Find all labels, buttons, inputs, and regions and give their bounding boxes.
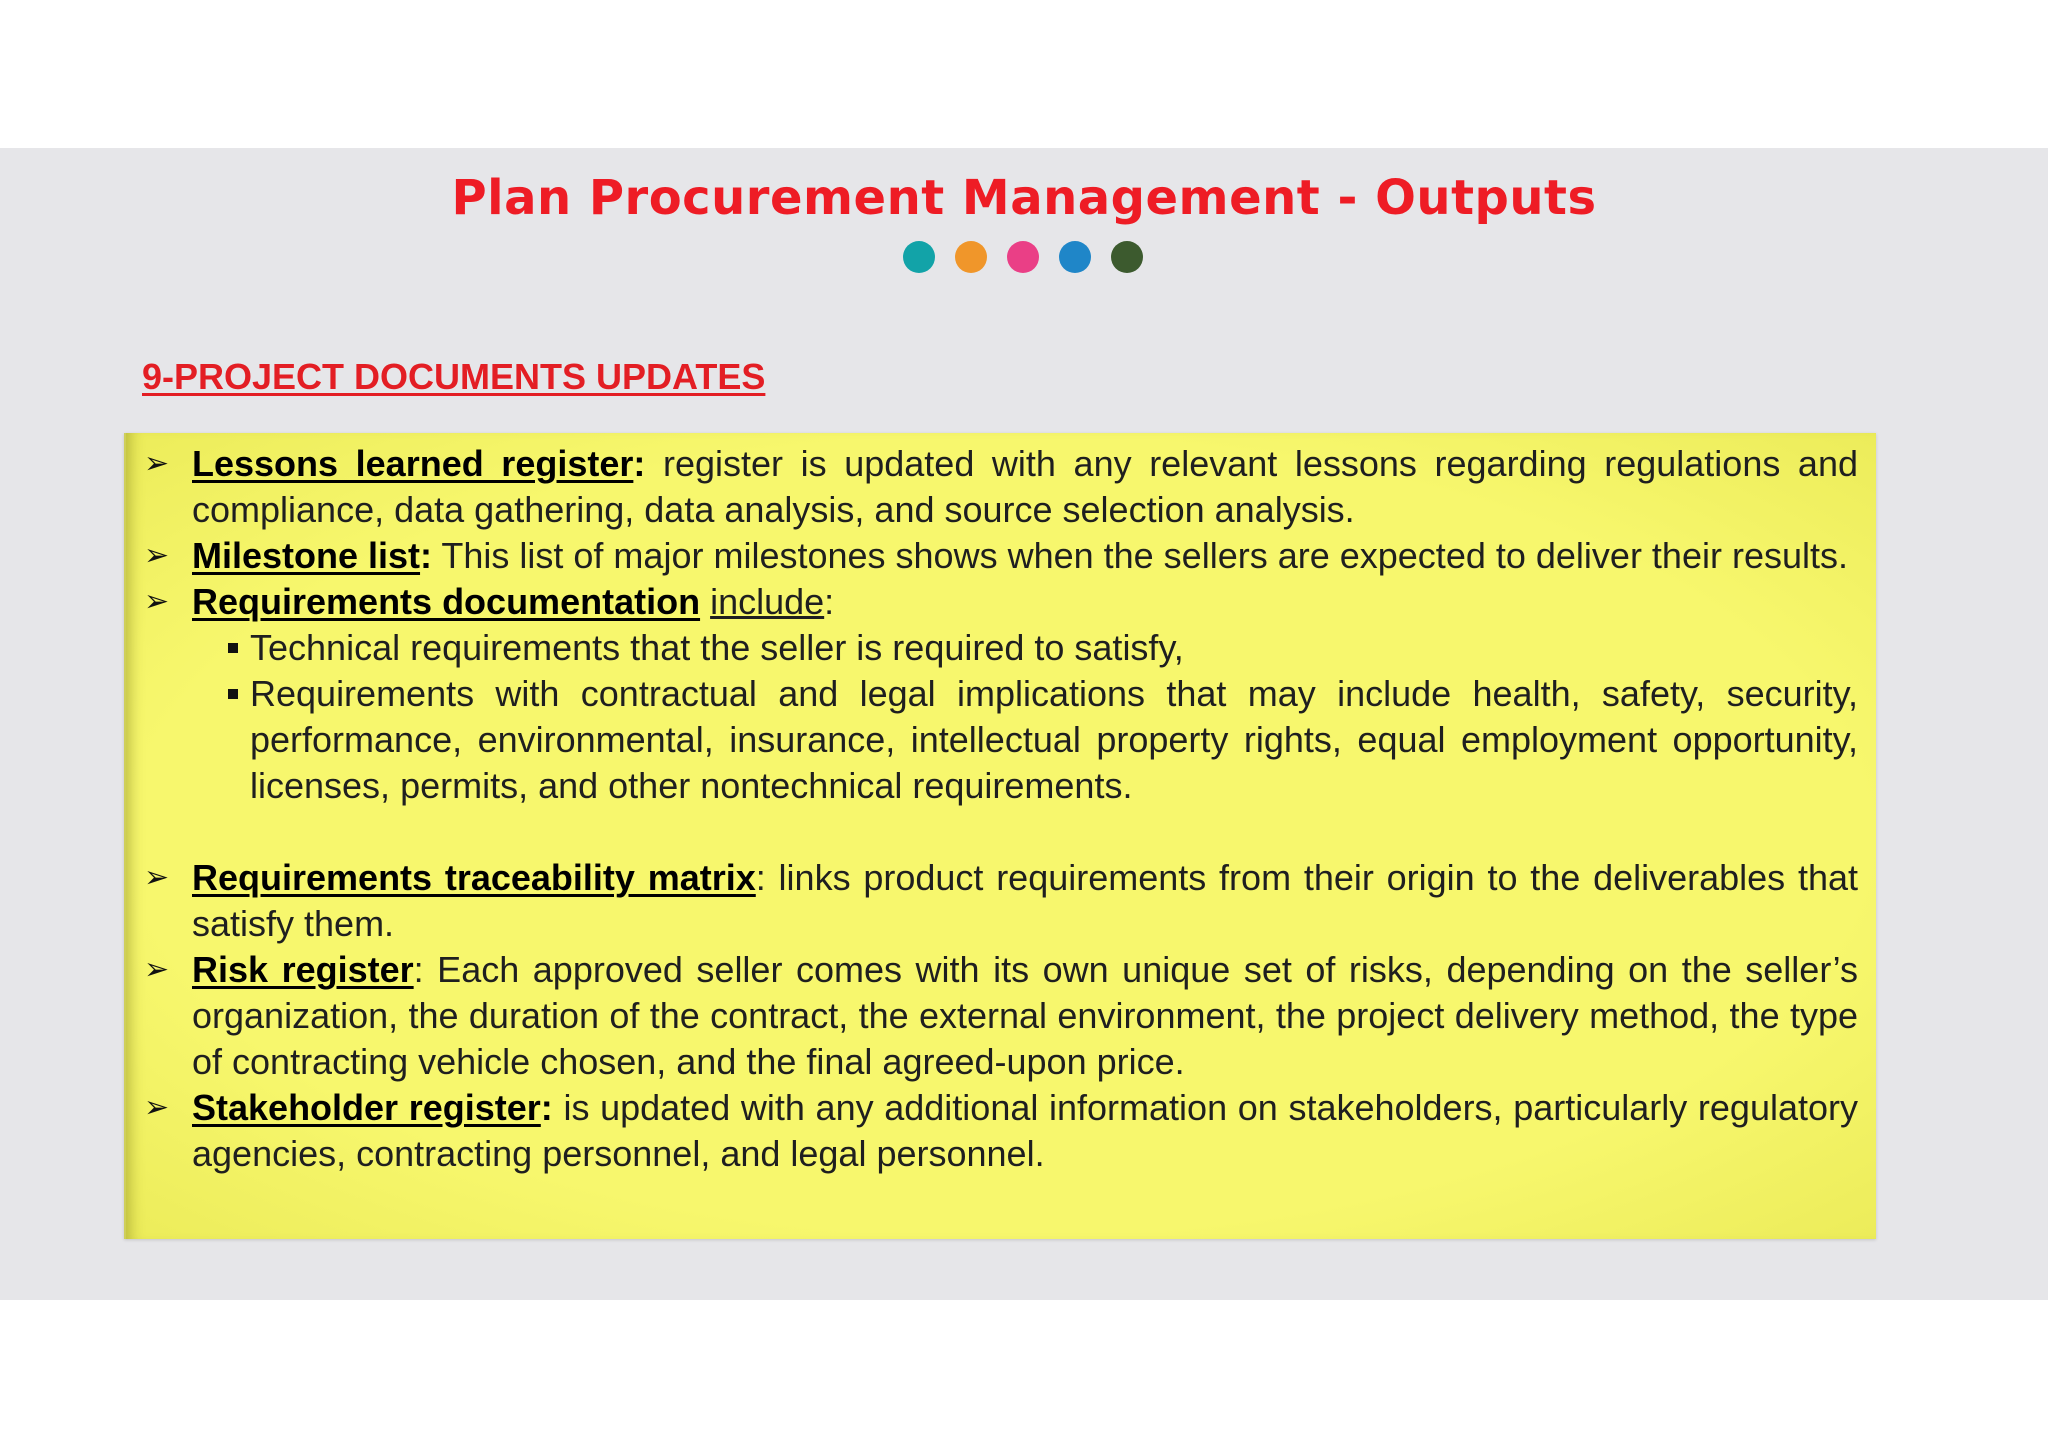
arrow-bullet-icon: ➢ — [144, 1091, 170, 1124]
item-separator: : — [540, 1087, 553, 1128]
slide-title: Plan Procurement Management - Outputs — [451, 170, 1597, 226]
sub-list-item — [250, 671, 1858, 809]
item-term: Requirements traceability matrix — [192, 857, 756, 898]
square-bullet-icon — [228, 689, 238, 699]
item-link: include — [710, 581, 825, 622]
sub-list — [192, 625, 1858, 809]
item-separator: : — [420, 535, 433, 576]
item-term: Milestone list — [192, 535, 421, 576]
list-item — [144, 1085, 1858, 1177]
section-heading: 9-PROJECT DOCUMENTS UPDATES — [142, 356, 766, 397]
item-separator: : — [755, 857, 766, 898]
list-item — [144, 579, 1858, 855]
item-text: links product requirements from their origin to the deliverables that satisfy them. — [192, 857, 1859, 944]
arrow-bullet-icon: ➢ — [144, 447, 170, 480]
item-separator: : — [413, 949, 424, 990]
item-term: Stakeholder register — [192, 1087, 541, 1128]
sub-item-text: Technical requirements that the seller is required to satisfy, — [250, 627, 1184, 668]
bullet-list — [144, 441, 1858, 1177]
item-text: Each approved seller comes with its own unique set of risks, depending on the seller’s organization, the duration of the contract, the external environment, the project delivery method, the type of contracting vehicle chosen, and the final agreed-upon price. — [192, 949, 1858, 1082]
item-text: register is updated with any relevant lessons regarding regulations and compliance, data gathering, data analysis, and source selection analysis. — [192, 443, 1858, 530]
item-text: This list of major milestones shows when the sellers are expected to deliver their results. — [432, 535, 1848, 576]
sub-list-item — [250, 625, 1858, 671]
teal-dot-icon — [903, 241, 935, 273]
spacer — [192, 809, 1858, 855]
green-dot-icon — [1111, 241, 1143, 273]
item-term: Lessons learned register — [192, 443, 634, 484]
item-text: is updated with any additional information on stakeholders, particularly regulatory agencies, contracting personnel, and legal personnel. — [192, 1087, 1858, 1174]
blue-dot-icon — [1059, 241, 1091, 273]
arrow-bullet-icon: ➢ — [144, 953, 170, 986]
list-item — [144, 947, 1858, 1085]
slide — [0, 148, 2048, 1300]
arrow-bullet-icon: ➢ — [144, 861, 170, 894]
list-item — [144, 533, 1858, 579]
item-separator: : — [824, 581, 835, 622]
item-term: Requirements documentation — [192, 581, 701, 622]
square-bullet-icon — [228, 643, 238, 653]
content-box — [124, 433, 1876, 1239]
arrow-bullet-icon: ➢ — [144, 539, 170, 572]
decorative-dots — [903, 241, 1143, 273]
arrow-bullet-icon: ➢ — [144, 585, 170, 618]
item-term: Risk register — [192, 949, 414, 990]
list-item — [144, 855, 1858, 947]
list-item — [144, 441, 1858, 533]
sub-item-text: Requirements with contractual and legal implications that may include health, safety, security, performance, environmental, insurance, intellectual property rights, equal employment opportunity, licenses, permits, and other nontechnical requirements. — [250, 673, 1858, 806]
pink-dot-icon — [1007, 241, 1039, 273]
item-separator: : — [633, 443, 646, 484]
orange-dot-icon — [955, 241, 987, 273]
